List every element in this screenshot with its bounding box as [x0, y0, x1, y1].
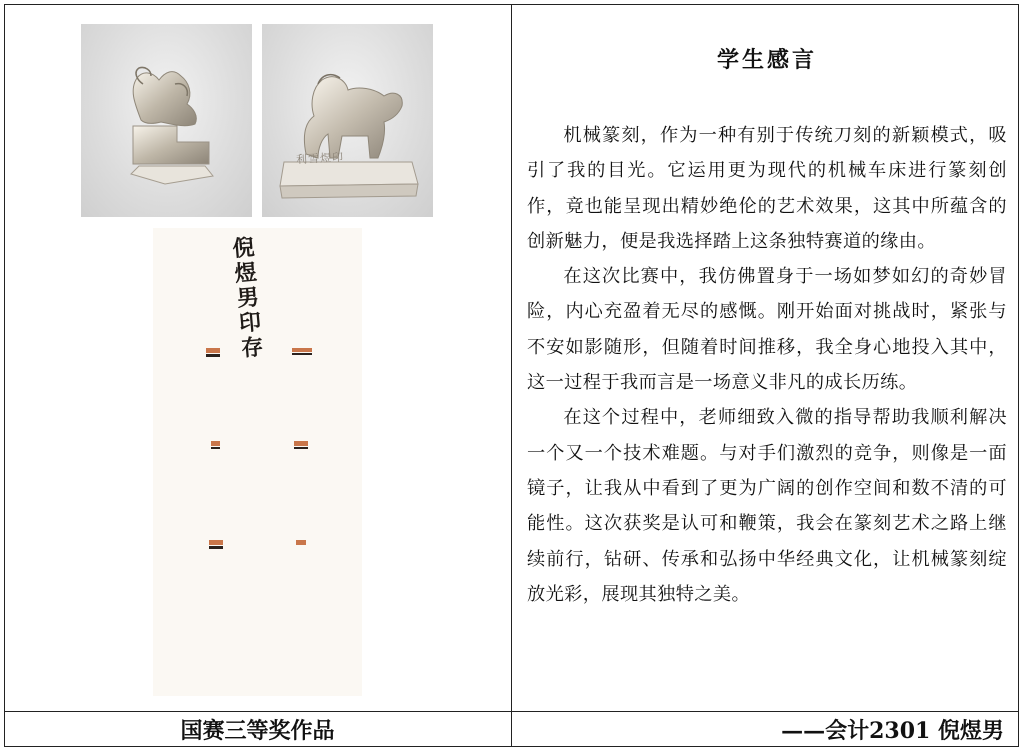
- seal-impression-sheet: [153, 228, 362, 696]
- seal-impression: [209, 540, 223, 549]
- calligraphy-inscription: 倪煜男印存: [231, 234, 265, 362]
- seal-photo-front: [262, 24, 433, 217]
- award-caption: 国赛三等奖作品: [180, 718, 335, 744]
- seal-sculpture-image: [81, 24, 252, 217]
- author-signature: ——会计2301 倪煜男: [781, 718, 1004, 744]
- reflection-paragraph: 机械篆刻，作为一种有别于传统刀刻的新颖模式，吸引了我的目光。它运用更为现代的机械车床进行篆刻创作，竟也能呈现出精妙绝伦的艺术效果，这其中所蕴含的创新魅力，便是我选择踏上这条独特赛道的缘由。: [527, 125, 1007, 252]
- column-divider: [511, 4, 512, 747]
- reflection-paragraph: 在这次比赛中，我仿佛置身于一场如梦如幻的奇妙冒险，内心充盈着无尽的感慨。刚开始面对挑战时，紧张与不安如影随形，但随着时间推移，我全身心地投入其中，这一过程于我而言是一场意义非凡的成长历练。: [527, 266, 1007, 394]
- seal-impression: [296, 540, 306, 549]
- seal-impression: [206, 348, 220, 357]
- seal-base-engraving: 利雪煜印: [295, 150, 345, 167]
- seal-impression: [292, 348, 312, 357]
- seal-beast-image: [262, 24, 433, 217]
- seal-photo-side: [81, 24, 252, 217]
- seal-impression: [211, 441, 220, 450]
- seal-impression: [294, 441, 308, 450]
- reflection-title: 学生感言: [716, 47, 817, 73]
- reflection-paragraph: 在这个过程中，老师细致入微的指导帮助我顺利解决一个又一个技术难题。与对手们激烈的竞争，则像是一面镜子，让我从中看到了更为广阔的创作空间和数不清的可能性。这次获奖是认可和鞭策，我会在篆刻艺术之路上继续前行，钻研、传承和弘扬中华经典文化，让机械篆刻绽放光彩，展现其独特之美。: [527, 407, 1007, 605]
- student-reflection: [527, 40, 1007, 612]
